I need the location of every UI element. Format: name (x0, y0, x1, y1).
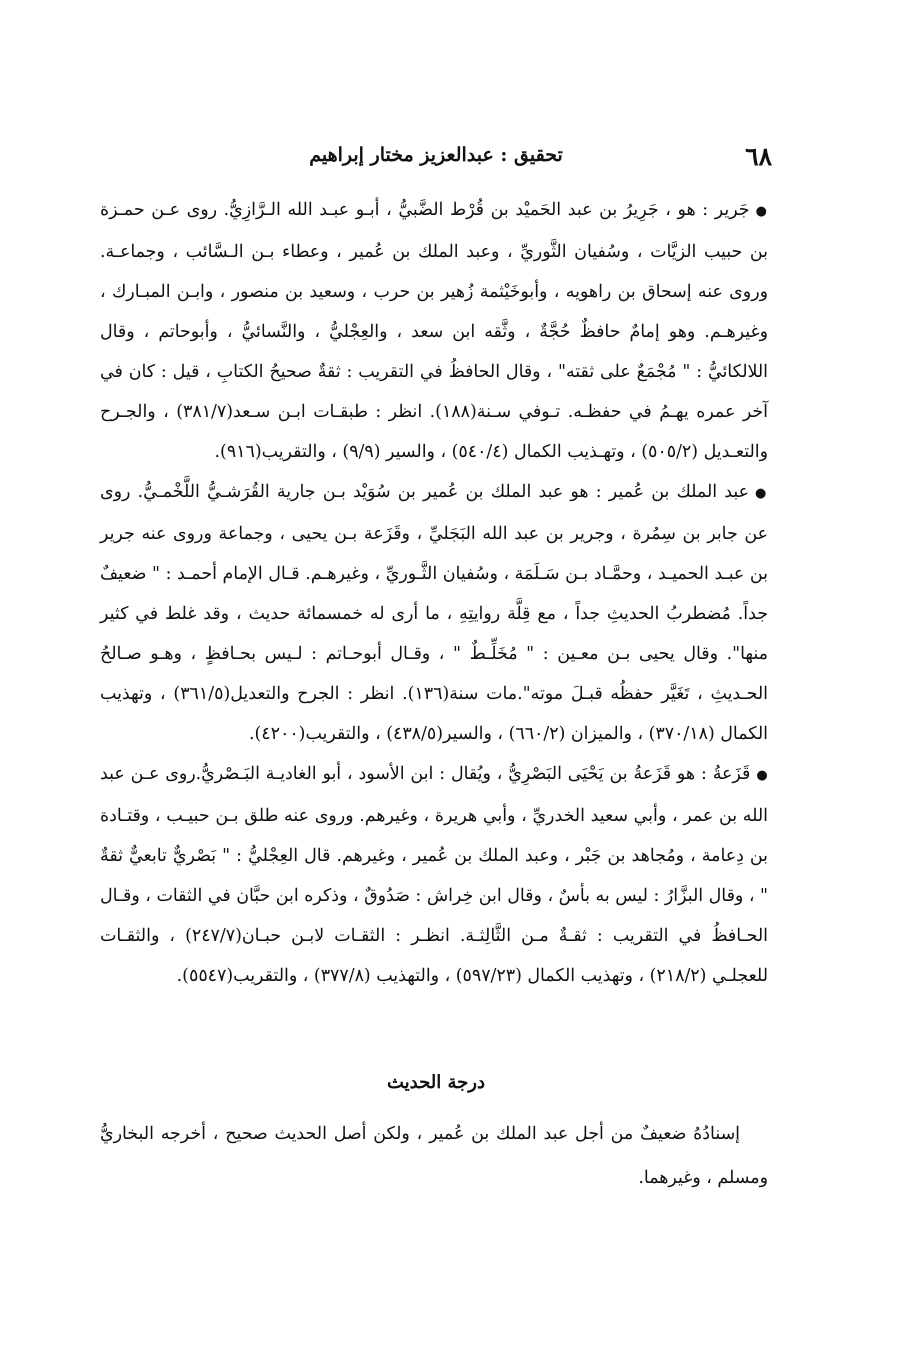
hadith-grade (100, 1112, 768, 1200)
bullet-icon: ● (755, 486, 768, 501)
running-title: تحقيق : عبدالعزيز مختار إبراهيم (309, 144, 563, 166)
narrator-entry-abdulmalik (100, 472, 768, 754)
bullet-icon: ● (755, 204, 769, 219)
footnotes-body (100, 190, 768, 996)
grade-text: إسنادُهُ ضعيفٌ من أجل عبد الملك بن عُمير ، ولكن أصل الحديث صحيح ، أخرجه البخاريُّ ومسلم ، وغيرهما. (100, 1124, 768, 1188)
entry-text: عبد الملك بن عُمير : هو عبد الملك بن عُمير بن سُوَيْد بـن جارية القُرَشـيُّ اللَّخْمـيُّ. روى عن جابر بن سِمُرة ، وجرير بن عبد الله البَجَليِّ ، وقَزَعة بـن يحيى ، وجماعة وروى عنه جرير بن عبـد الحميـد ، وحمَّـاد بـن سَـلَمَة ، وسُفيان الثَّـوريِّ ، وغيرهـم. قـال الإمام أحمـد : " ضعيفٌ جداً. مُضطربُ الحديثِ جداً ، مع قِلَّة روايتِهِ ، ما أرى له خمسمائة حديث ، وقد غلط في كثير منها". وقال يحيى بـن معـين : " مُخَلِّـطٌ " ، وقـال أبوحـاتم : لـيس بحـافظٍ ، وهـو صـالحُ الحـديثِ ، تَغَيَّر حفظُه قبـلَ موته".مات سنة(١٣٦). انظر : الجرح والتعديل(٣٦١/٥) ، وتهذيب الكمال (٣٧٠/١٨) ، والميزان (٦٦٠/٢) ، والسير(٤٣٨/٥) ، والتقريب(٤٢٠٠). (100, 482, 768, 744)
narrator-entry-jarir (100, 190, 768, 472)
entry-text: قَزَعةُ : هو قَزَعةُ بن يَحْيَى البَصْرِيُّ ، ويُقال : ابن الأسود ، أبو الغاديـة البَـصْريُّ.روى عـن عبد الله بن عمر ، وأبي سعيد الخدريِّ ، وأبي هريرة ، وغيرهم. وروى عنه طلق بـن حبيـب ، وقتـادة بن دِعامة ، ومُجاهد بن جَبْر ، وعبد الملك بن عُمير ، وغيرهم. قال العِجْليُّ : " بَصْريٌّ تابعيٌّ ثقةٌ " ، وقال البزَّارُ : ليس به بأسٌ ، وقال ابن خِراش : صَدُوقٌ ، وذكره ابن حبَّان في الثقات ، وقـال الحـافظُ في التقريب : ثقـةٌ مـن الثَّالِثـة. انظـر : الثقـات لابـن حبـان(٢٤٧/٧) ، والثقـات للعجلـي (٢١٨/٢) ، وتهذيب الكمال (٥٩٧/٢٣) ، والتهذيب (٣٧٧/٨) ، والتقريب(٥٥٤٧). (100, 764, 768, 986)
section-title: درجة الحديث (387, 1072, 485, 1093)
page-number: ٦٨ (745, 142, 772, 171)
page-header (100, 142, 772, 178)
bullet-icon: ● (756, 768, 769, 783)
entry-text: جَرير : هو ، جَرِيرُ بن عبد الحَميْد بن قُرْط الضَّبيُّ ، أبـو عبـد الله الـرَّازِيُّ. روى عـن حمـزة بن حبيب الزيَّات ، وسُفيان الثَّوريِّ ، وعبد الملك بن عُمير ، وعطاء بـن الـسَّائب ، وجماعـة. وروى عنه إسحاق بن راهويه ، وأبوخَيْثمة زُهير بن حرب ، وسعيد بن منصور ، وابـن المبـارك ، وغيرهـم. وهو إمامٌ حافظٌ حُجَّةٌ ، وثَّقه ابن سعد ، والعِجْليُّ ، والنَّسائيُّ ، وأبوحاتم ، وقال اللالكائيُّ : " مُجْمَعٌ على ثقته" ، وقال الحافظُ في التقريب : ثقةٌ صحيحُ الكتابِ ، قيل : كان في آخر عمره يهـمُ في حفظـه. تـوفي سـنة(١٨٨). انظر : طبقـات ابـن سـعد(٣٨١/٧) ، والجـرح والتعـديل (٥٠٥/٢) ، وتهـذيب الكمال (٥٤٠/٤) ، والسير (٩/٩) ، والتقريب(٩١٦). (100, 200, 769, 462)
narrator-entry-qazaa (100, 754, 768, 996)
